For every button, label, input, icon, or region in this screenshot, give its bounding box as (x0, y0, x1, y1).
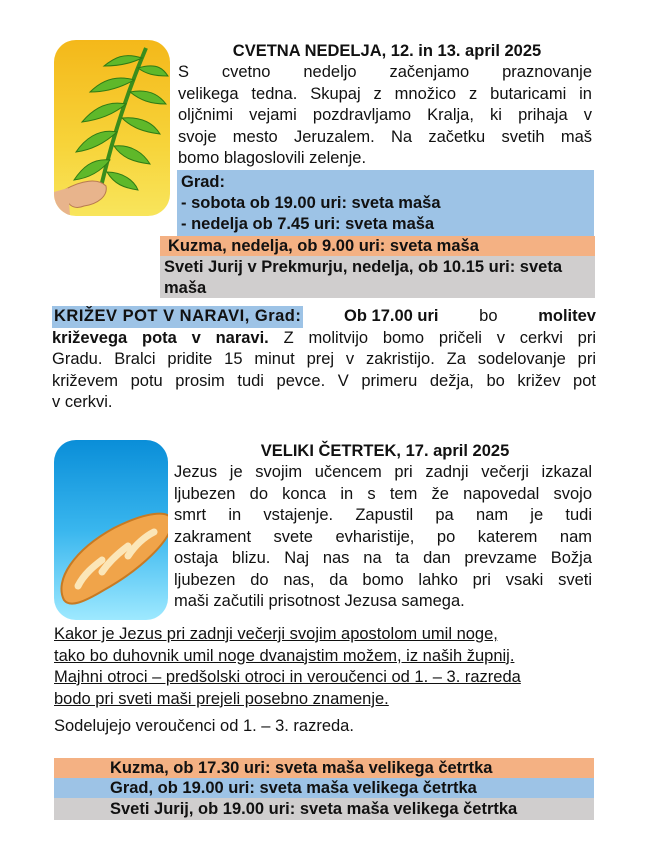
text-line: ljubezen do konca in s tem že napovedal svojo (174, 484, 592, 503)
kuzma-text: Kuzma, nedelja, ob 9.00 uri: sveta maša (168, 237, 479, 255)
palm-branch-image (54, 40, 170, 216)
kuzma-thursday (54, 758, 594, 778)
stations-line-5: v cerkvi. (52, 393, 113, 411)
stations-text-2: Z molitvijo bomo pričeli v cerkvi pri (283, 328, 596, 347)
kids-line-1: Majhni otroci – predšolski otroci in veroučenci od 1. – 3. razreda (54, 668, 521, 686)
text-line: Jezus je svojim učencem pri zadnji večerji izkazal (174, 463, 592, 481)
bread-image (54, 440, 168, 620)
foot-washing-note (54, 624, 596, 738)
participate-line: Sodelujejo veroučenci od 1. – 3. razreda. (54, 717, 354, 735)
text-line: zakrament svete evharistije, po katerem nam (174, 527, 592, 546)
jurij-schedule (160, 256, 595, 298)
holy-thursday-title: VELIKI ČETRTEK, 17. april 2025 (260, 442, 510, 460)
stations-bold: molitev (538, 307, 596, 325)
text-line: S cvetno nedeljo začenjamo praznovanje (178, 63, 592, 81)
stations-of-cross-paragraph (52, 306, 596, 414)
grad-schedule-block (177, 170, 594, 236)
wash-line-1: Kakor je Jezus pri zadnji večerji svojim apostolom umil noge, (54, 625, 498, 643)
text-line: bomo blagoslovili zelenje. (178, 149, 367, 167)
grad-thursday (54, 778, 594, 798)
grad-header: Grad: (181, 173, 226, 191)
bread-icon (54, 440, 168, 620)
text-line: smrt in vstajenje. Zapustil pa nam je tudi (174, 506, 592, 524)
holy-thursday-text (174, 462, 592, 613)
kuzma-schedule (160, 236, 595, 256)
stations-line-4: križevem potu prosim tudi pevce. V primeru dežja, bo križev pot (52, 371, 596, 390)
jurij-line-1: Sveti Jurij v Prekmurju, nedelja, ob 10.15 uri: sveta (164, 258, 562, 276)
text-line: velikega tedna. Skupaj z množico z butaricami in (178, 84, 592, 103)
grad-saturday: - sobota ob 19.00 uri: sveta maša (181, 194, 441, 212)
kuzma-thursday-text: Kuzma, ob 17.30 uri: sveta maša velikega četrtka (110, 759, 493, 777)
text-line: maši začutili prisotnost Jezusa samega. (174, 592, 465, 610)
palm-leaf-icon (54, 40, 170, 216)
text-line: oljčnimi vejami pozdravljamo Kralja, ki prihaja v (178, 106, 592, 124)
grad-thursday-text: Grad, ob 19.00 uri: sveta maša velikega četrtka (110, 779, 477, 797)
stations-time: Ob 17.00 uri (344, 307, 439, 325)
stations-line-3: Gradu. Bralci pridite 15 minut prej v zakristijo. Za sodelovanje pri (52, 350, 596, 368)
grad-sunday: - nedelja ob 7.45 uri: sveta maša (181, 215, 435, 233)
text-line: ljubezen do nas, da bomo lahko pri vsaki sveti (174, 570, 592, 589)
palm-sunday-title: CVETNA NEDELJA, 12. in 13. april 2025 (232, 42, 542, 60)
wash-line-2: tako bo duhovnik umil noge dvanajstim možem, iz naših župnij. (54, 646, 515, 665)
jurij-thursday-text: Sveti Jurij, ob 19.00 uri: sveta maša velikega četrtka (110, 800, 518, 818)
palm-sunday-text (178, 62, 592, 170)
stations-text: bo (479, 307, 498, 325)
jurij-thursday (54, 798, 594, 820)
text-line: svoje mesto Jeruzalem. Na začetku svetih maš (178, 127, 592, 146)
stations-highlight: KRIŽEV POT V NARAVI, Grad: (52, 306, 303, 328)
text-line: ostaja blizu. Naj nas na ta dan prevzame Božja (174, 549, 592, 567)
jurij-line-2: maša (164, 279, 207, 297)
kids-line-2: bodo pri sveti maši prejeli posebno znamenje. (54, 689, 389, 708)
stations-bold-2: križevega pota v naravi. (52, 328, 269, 347)
